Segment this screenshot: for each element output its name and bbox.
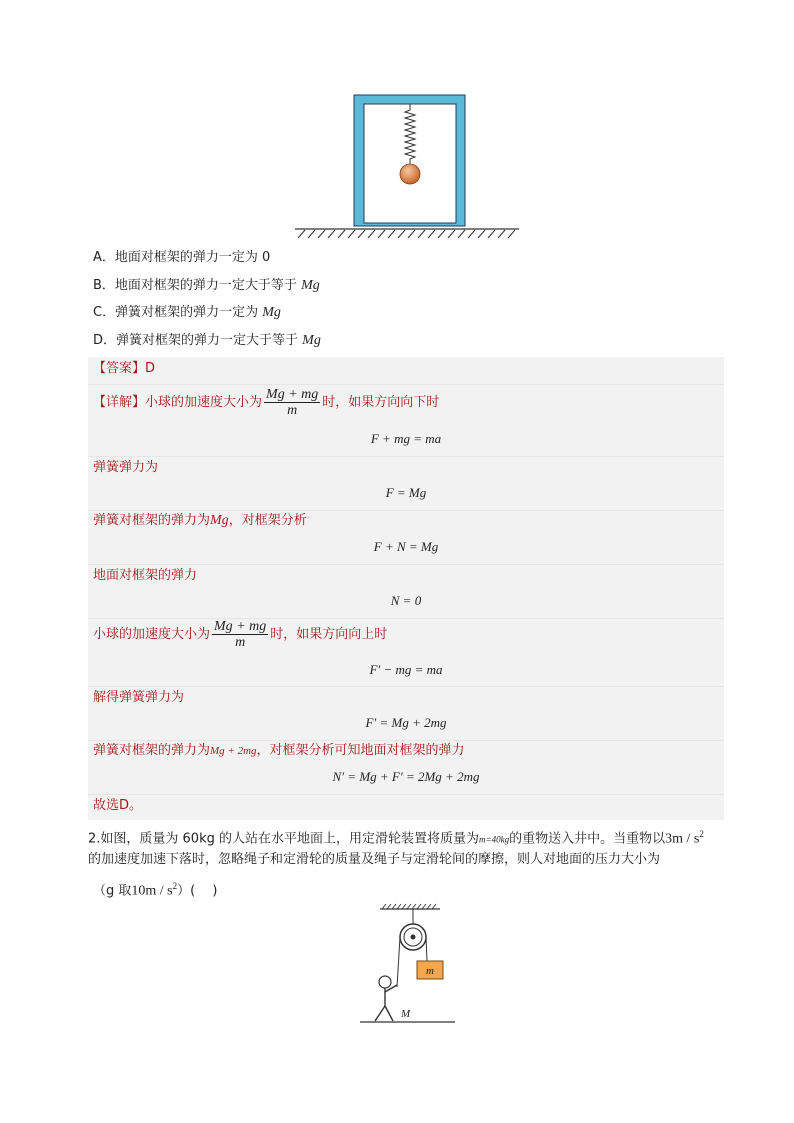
answer-label: 【答案】 <box>93 361 146 376</box>
pulley-figure <box>355 903 460 1025</box>
question-2-line-1: 2.如图，质量为 60kg 的人站在水平地面上，用定滑轮装置将质量为m=40kg的重物送入井中。当重物以$3m / s^2$ <box>88 829 704 847</box>
person-label: M <box>401 1008 411 1020</box>
frame-spring-figure <box>290 92 522 242</box>
detail-line-2: 弹簧弹力为 <box>93 460 159 475</box>
divider <box>88 794 724 795</box>
question-2-line-3: （g 取$10m / s^2$）( ) <box>93 881 218 899</box>
divider <box>88 564 724 565</box>
detail-line-3: 弹簧对框架的弹力为Mg，对框架分析 <box>93 513 307 528</box>
detail-line-7: 弹簧对框架的弹力为Mg + 2mg，对框架分析可知地面对框架的弹力 <box>93 743 465 758</box>
person-head <box>379 976 391 988</box>
divider <box>88 456 724 457</box>
answer-line <box>93 359 155 379</box>
equation-3: F + N = Mg <box>373 539 439 554</box>
option-c[interactable]: C．弹簧对框架的弹力一定为 Mg <box>93 305 281 320</box>
detail-line-4: 地面对框架的弹力 <box>93 568 198 583</box>
equation-7: N′ = Mg + F′ = 2Mg + 2mg <box>332 769 480 784</box>
divider <box>88 384 724 385</box>
equation-4: N = 0 <box>390 593 422 608</box>
equation-5: F′ − mg = ma <box>369 662 443 677</box>
equation-6: F′ = Mg + 2mg <box>365 715 447 730</box>
detail-label: 【详解】 <box>93 395 146 410</box>
option-a[interactable]: A．地面对框架的弹力一定为 0 <box>93 250 271 265</box>
box-label: m <box>426 965 434 977</box>
option-b[interactable]: B．地面对框架的弹力一定大于等于 Mg <box>93 278 320 293</box>
divider <box>88 686 724 687</box>
equation-1: F + mg = ma <box>370 431 442 446</box>
fraction: $\frac{Mg + mg}{m}$ <box>214 619 267 650</box>
detail-line-8: 故选D。 <box>93 798 143 813</box>
equation-2: F = Mg <box>385 485 427 500</box>
option-d[interactable]: D．弹簧对框架的弹力一定大于等于 Mg <box>93 333 321 348</box>
fraction: $\frac{Mg + mg}{m}$ <box>266 387 319 418</box>
question-2-line-2: 的加速度加速下落时，忽略绳子和定滑轮的质量及绳子与定滑轮间的摩擦，则人对地面的压力大小为 <box>88 852 661 867</box>
detail-line-5: 小球的加速度大小为 $\frac{Mg + mg}{m}$ 时，如果方向向上时 <box>93 619 388 650</box>
detail-line-6: 解得弹簧弹力为 <box>93 690 185 705</box>
answer-value: D <box>145 361 156 376</box>
ball <box>400 164 420 184</box>
detail-line-1: 【详解】小球的加速度大小为 $\frac{Mg + mg}{m}$ 时，如果方向向下时 <box>93 387 440 418</box>
